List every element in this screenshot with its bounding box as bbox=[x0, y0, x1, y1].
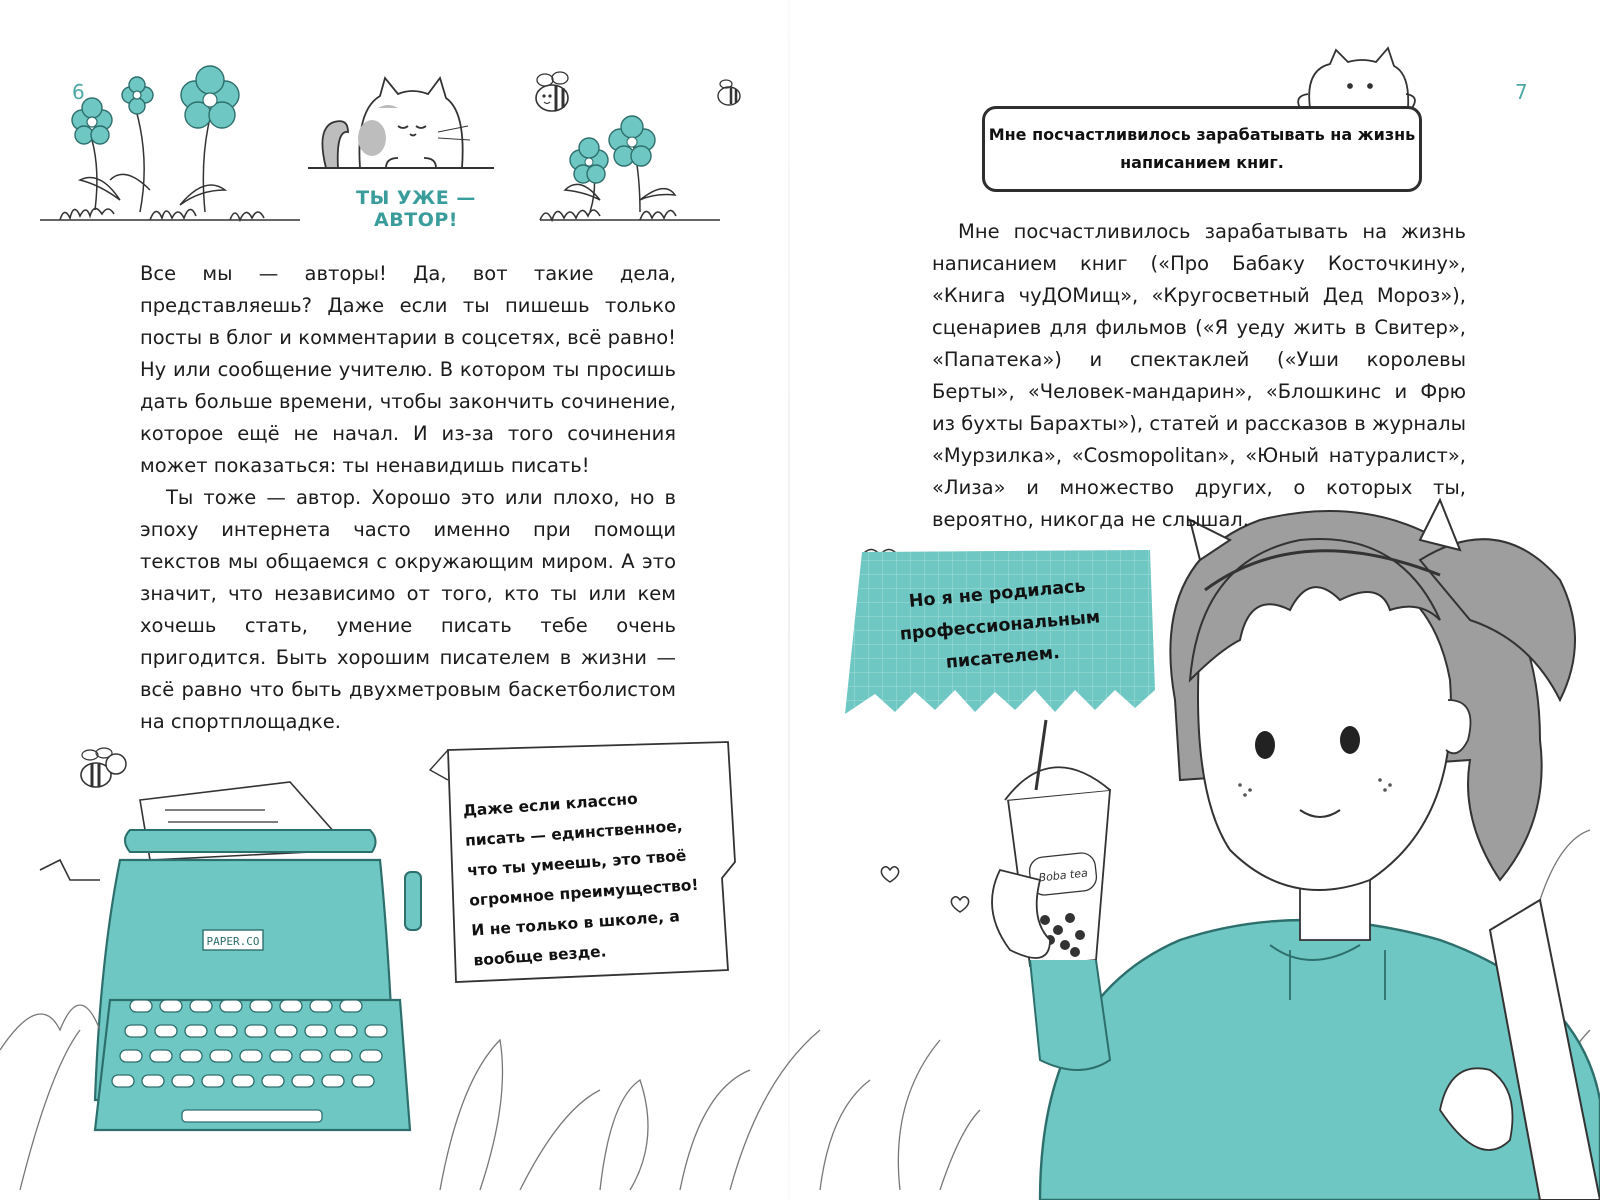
left-paragraph-1: Все мы — авторы! Да, вот такие дела, представляешь? Даже если ты пишешь только посты в блог и комментарии в соцсетях, всё равно! Ну или сообщение учителю. В котором ты просишь дать больше времени, чтобы закончить сочинение, которое ещё не начал. И из-за того сочинения может показаться: ты ненавидишь писать! bbox=[140, 262, 676, 477]
boba-cup-label: Boba tea bbox=[1037, 866, 1089, 885]
bee-small-top bbox=[718, 80, 740, 105]
cat-peeking-callout bbox=[1298, 48, 1415, 108]
page-number-left: 6 bbox=[72, 80, 85, 104]
right-paragraph-1: Мне посчастливилось зарабатывать на жизнь написанием книг («Про Бабаку Косточкину», «Книга чуДОМищ», «Кругосветный Дед Мороз»), сценариев для фильмов («Я уеду жить в Свитер», «Папатека») и спектаклей («Уши королевы Берты», «Человек-мандарин», «Блошкинс и Фрю из бухты Барахты»), статей и рассказов в журналы «Мурзилка», «Cosmopolitan», «Юный натуралист», «Лиза» и множество других, о которых ты, вероятно, никогда не слышал. bbox=[932, 220, 1466, 531]
sticky-note-text: Но я не родилась профессиональным писателем. bbox=[899, 576, 1101, 673]
right-body-text bbox=[932, 216, 1466, 536]
cat-callout-box bbox=[982, 106, 1422, 192]
cat-peeking-title bbox=[322, 78, 470, 168]
boba-tea-cup bbox=[992, 720, 1110, 1070]
chapter-title: ТЫ УЖЕ — АВТОР! bbox=[356, 187, 476, 231]
bee-top bbox=[536, 72, 568, 111]
typewriter-note-text: Даже если классно писать — единственное, что ты умеешь, это твоё огромное преимущество! И не только в школе, а вообще везде. bbox=[462, 789, 700, 970]
flower-cluster-left bbox=[72, 66, 239, 212]
flower-cluster-title-right bbox=[565, 116, 675, 212]
cat-callout-text: Мне посчастливилось зарабатывать на жизнь написанием книг. bbox=[988, 125, 1416, 172]
page-number-right: 7 bbox=[1515, 80, 1528, 104]
title-divider bbox=[308, 167, 494, 169]
typewriter-illustration bbox=[40, 782, 421, 1130]
left-body-text bbox=[140, 258, 676, 738]
left-paragraph-2: Ты тоже — автор. Хорошо это или плохо, но в эпоху интернета часто именно при помощи текстов мы общаемся с окружающим миром. А это значит, что независимо от того, кто ты или кем хочешь стать, умение писать тебе очень пригодится. Быть хорошим писателем в жизни — всё равно что быть двухметровым баскетболистом на спортплощадке. bbox=[140, 486, 676, 733]
typewriter-brand-label: PAPER.CO bbox=[206, 935, 260, 948]
bee-typewriter bbox=[81, 748, 126, 787]
